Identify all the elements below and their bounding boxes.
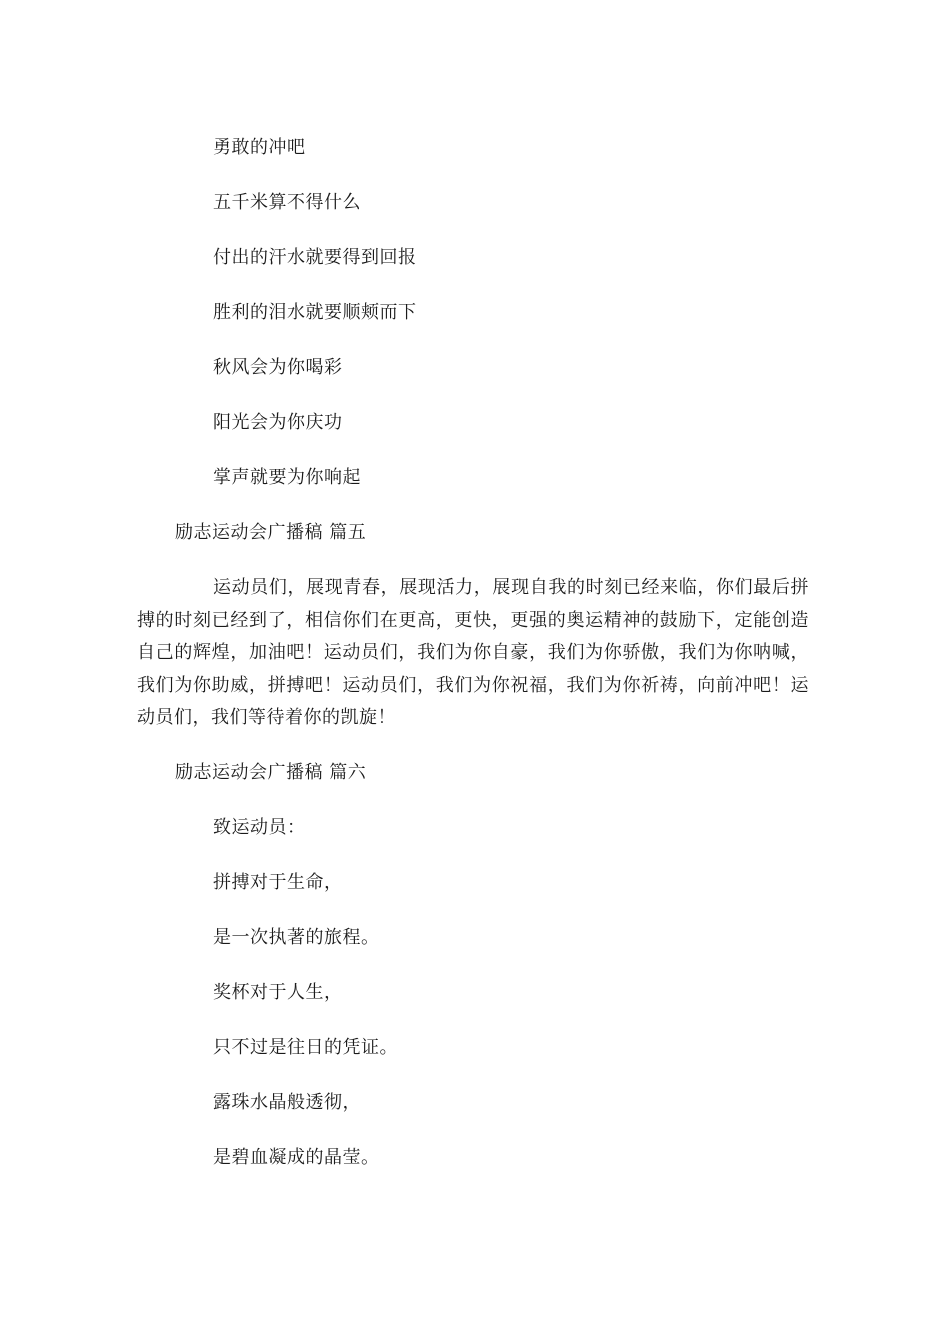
poem-line: 阳光会为你庆功	[213, 412, 343, 433]
section-heading-6: 励志运动会广播稿 篇六	[175, 762, 367, 783]
poem-line: 拼搏对于生命，	[213, 872, 343, 893]
poem-line: 付出的汗水就要得到回报	[213, 247, 417, 268]
section-heading-5: 励志运动会广播稿 篇五	[175, 522, 367, 543]
poem-line: 致运动员：	[213, 817, 306, 838]
poem-line: 胜利的泪水就要顺颊而下	[213, 302, 417, 323]
poem-line: 是一次执著的旅程。	[213, 927, 380, 948]
poem-line: 五千米算不得什么	[213, 192, 361, 213]
poem-line: 露珠水晶般透彻，	[213, 1092, 361, 1113]
poem-line: 只不过是往日的凭证。	[213, 1037, 398, 1058]
poem-line: 秋风会为你喝彩	[213, 357, 343, 378]
poem-line: 掌声就要为你响起	[213, 467, 361, 488]
poem-line: 勇敢的冲吧	[213, 137, 306, 158]
poem-line: 是碧血凝成的晶莹。	[213, 1147, 380, 1168]
section-5-paragraph: 运动员们，展现青春，展现活力，展现自我的时刻已经来临，你们最后拼搏的时刻已经到了，相信你们在更高，更快，更强的奥运精神的鼓励下，定能创造自己的辉煌，加油吧！运动员们，我们为你自豪，我们为你骄傲，我们为你呐喊，我们为你助威，拼搏吧！运动员们，我们为你祝福，我们为你祈祷，向前冲吧！运动员们，我们等待着你的凯旋！	[137, 577, 809, 729]
poem-line: 奖杯对于人生，	[213, 982, 343, 1003]
